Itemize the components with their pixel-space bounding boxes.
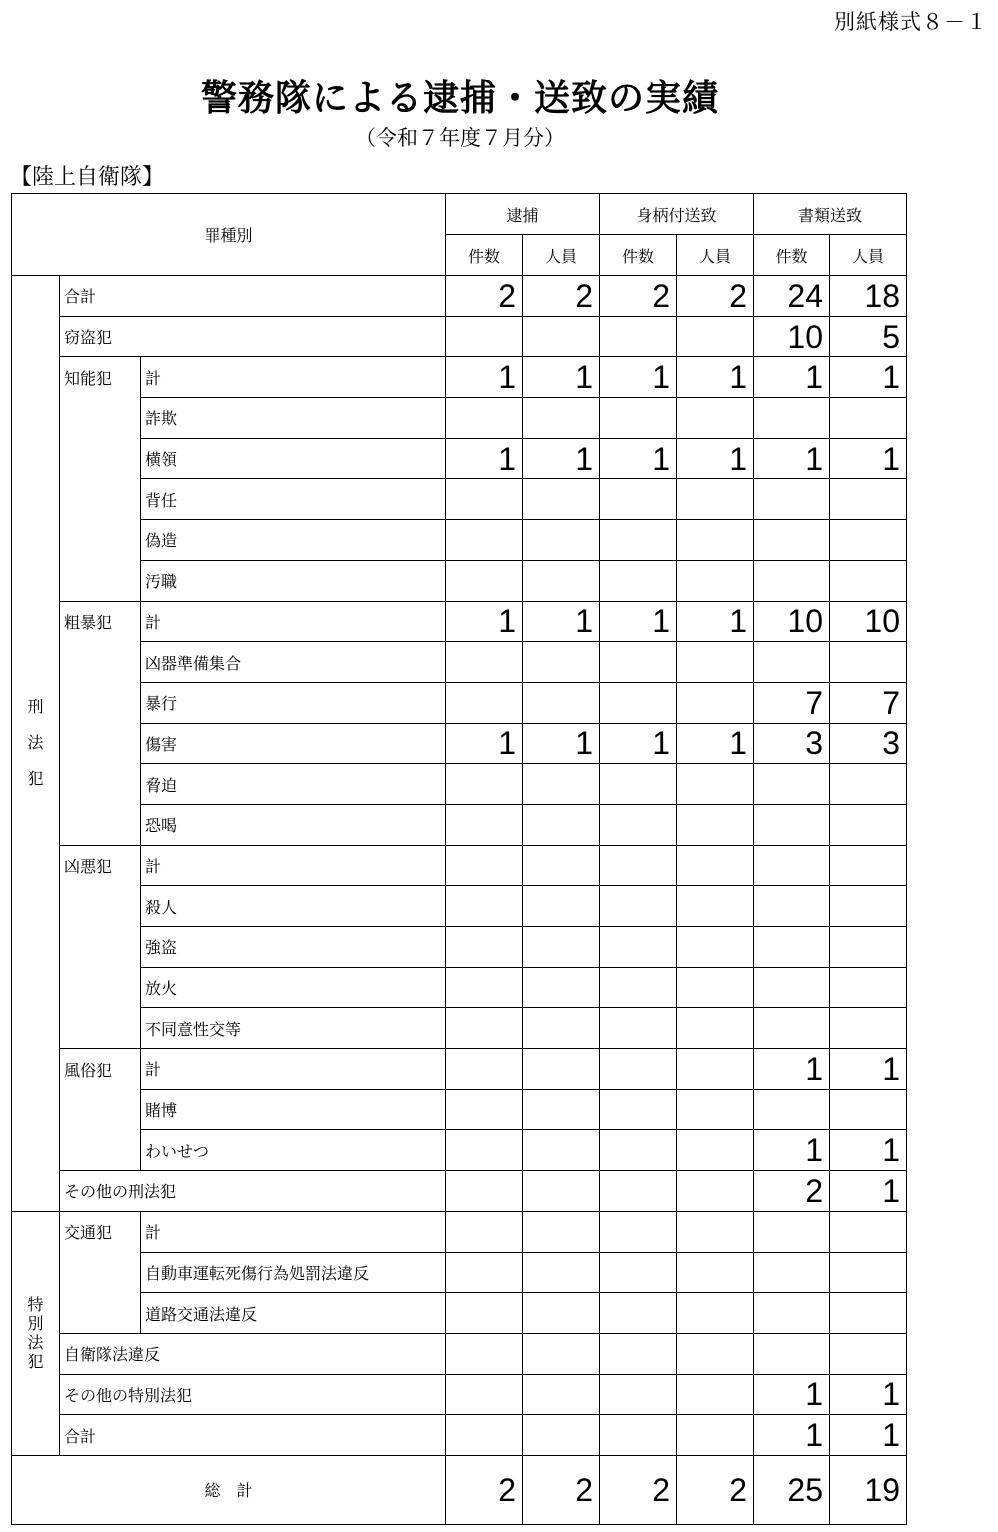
- row-subcategory-label: 計: [141, 845, 446, 886]
- row-subcategory-label: 計: [141, 601, 446, 642]
- grand-total-row: [12, 1455, 907, 1524]
- header-document-referral: 書類送致: [754, 194, 907, 235]
- unit-label: 【陸上自衛隊】: [10, 165, 165, 190]
- value-cell: 18: [830, 276, 907, 317]
- value-cell: [677, 1171, 754, 1212]
- value-cell: 1: [754, 357, 830, 398]
- value-cell: [600, 845, 677, 886]
- value-cell: 1: [754, 1374, 830, 1415]
- row-subcategory-label: わいせつ: [141, 1130, 446, 1171]
- value-cell: [830, 479, 907, 520]
- value-cell: [754, 804, 830, 845]
- table-row: [12, 1415, 907, 1456]
- row-category-label: [60, 520, 141, 561]
- side-label-char: 法: [27, 733, 44, 753]
- value-cell: [754, 560, 830, 601]
- header-cases: 件数: [446, 235, 523, 276]
- value-cell: [600, 764, 677, 805]
- value-cell: [830, 1008, 907, 1049]
- value-cell: [600, 642, 677, 683]
- side-label-penal-code: [12, 276, 60, 1212]
- value-cell: 1: [830, 1049, 907, 1090]
- header-cases: 件数: [600, 235, 677, 276]
- value-cell: 2: [754, 1171, 830, 1212]
- value-cell: 1: [830, 1130, 907, 1171]
- table-row: [12, 927, 907, 968]
- value-cell: [677, 520, 754, 561]
- value-cell: [523, 1171, 600, 1212]
- value-cell: [677, 1049, 754, 1090]
- value-cell: [446, 398, 523, 439]
- row-subcategory-label: 背任: [141, 479, 446, 520]
- value-cell: [523, 1415, 600, 1456]
- grand-total-value: 2: [523, 1455, 600, 1524]
- value-cell: 1: [830, 1171, 907, 1212]
- value-cell: [600, 1374, 677, 1415]
- value-cell: [754, 886, 830, 927]
- value-cell: 1: [830, 1415, 907, 1456]
- page-subtitle: （令和７年度７月分）: [355, 126, 565, 150]
- value-cell: [446, 886, 523, 927]
- table-row: [12, 398, 907, 439]
- value-cell: [446, 804, 523, 845]
- value-cell: 1: [600, 357, 677, 398]
- value-cell: [754, 764, 830, 805]
- header-cases: 件数: [754, 235, 830, 276]
- table-row: [12, 1049, 907, 1090]
- table-row: [12, 886, 907, 927]
- row-label: 窃盗犯: [60, 316, 446, 357]
- value-cell: [677, 642, 754, 683]
- value-cell: [600, 1089, 677, 1130]
- side-label-char: 刑: [27, 697, 44, 717]
- grand-total-value: 2: [600, 1455, 677, 1524]
- value-cell: [830, 845, 907, 886]
- row-subcategory-label: 不同意性交等: [141, 1008, 446, 1049]
- value-cell: [677, 1211, 754, 1252]
- value-cell: 7: [754, 682, 830, 723]
- side-label-penal-text: [12, 689, 59, 797]
- value-cell: 2: [523, 276, 600, 317]
- value-cell: [600, 316, 677, 357]
- row-subcategory-label: 道路交通法違反: [141, 1293, 446, 1334]
- value-cell: [446, 1252, 523, 1293]
- row-category-label: 交通犯: [60, 1211, 141, 1252]
- value-cell: [677, 560, 754, 601]
- value-cell: [830, 398, 907, 439]
- table-row: [12, 1171, 907, 1212]
- table-row: [12, 1252, 907, 1293]
- row-category-label: [60, 682, 141, 723]
- value-cell: [523, 967, 600, 1008]
- value-cell: [446, 520, 523, 561]
- value-cell: [523, 1211, 600, 1252]
- value-cell: [754, 1008, 830, 1049]
- value-cell: [523, 1374, 600, 1415]
- value-cell: [600, 479, 677, 520]
- row-category-label: [60, 479, 141, 520]
- table-row: [12, 316, 907, 357]
- grand-total-label: 総 計: [12, 1455, 446, 1524]
- value-cell: [830, 804, 907, 845]
- value-cell: [523, 804, 600, 845]
- value-cell: [754, 1252, 830, 1293]
- row-subcategory-label: 恐喝: [141, 804, 446, 845]
- value-cell: 1: [446, 723, 523, 764]
- value-cell: [830, 1211, 907, 1252]
- row-category-label: [60, 438, 141, 479]
- row-subcategory-label: 殺人: [141, 886, 446, 927]
- row-category-label: [60, 560, 141, 601]
- value-cell: [754, 1333, 830, 1374]
- value-cell: [446, 967, 523, 1008]
- value-cell: 10: [754, 601, 830, 642]
- value-cell: [523, 398, 600, 439]
- value-cell: [600, 1130, 677, 1171]
- value-cell: 1: [677, 357, 754, 398]
- row-subcategory-label: 賭博: [141, 1089, 446, 1130]
- value-cell: [446, 845, 523, 886]
- row-category-label: [60, 1293, 141, 1334]
- value-cell: [446, 560, 523, 601]
- grand-total-value: 2: [446, 1455, 523, 1524]
- value-cell: [523, 1333, 600, 1374]
- table-row: [12, 479, 907, 520]
- row-category-label: [60, 1252, 141, 1293]
- value-cell: [523, 642, 600, 683]
- value-cell: [754, 642, 830, 683]
- value-cell: 1: [677, 601, 754, 642]
- value-cell: 10: [754, 316, 830, 357]
- table-row: [12, 601, 907, 642]
- value-cell: [754, 967, 830, 1008]
- value-cell: [446, 1333, 523, 1374]
- table-row: [12, 804, 907, 845]
- value-cell: 1: [600, 438, 677, 479]
- value-cell: [754, 398, 830, 439]
- value-cell: [523, 1049, 600, 1090]
- value-cell: [830, 764, 907, 805]
- row-category-label: 粗暴犯: [60, 601, 141, 642]
- value-cell: 1: [830, 438, 907, 479]
- value-cell: 5: [830, 316, 907, 357]
- value-cell: [677, 398, 754, 439]
- value-cell: [830, 642, 907, 683]
- value-cell: [830, 1293, 907, 1334]
- value-cell: [600, 1293, 677, 1334]
- value-cell: [446, 1008, 523, 1049]
- table-row: [12, 682, 907, 723]
- value-cell: [754, 479, 830, 520]
- value-cell: [754, 845, 830, 886]
- table-row: [12, 967, 907, 1008]
- row-subcategory-label: 暴行: [141, 682, 446, 723]
- value-cell: [523, 1130, 600, 1171]
- value-cell: [600, 1049, 677, 1090]
- grand-total-value: 2: [677, 1455, 754, 1524]
- value-cell: 1: [523, 357, 600, 398]
- value-cell: 24: [754, 276, 830, 317]
- value-cell: [523, 1293, 600, 1334]
- row-category-label: [60, 927, 141, 968]
- value-cell: [446, 1211, 523, 1252]
- side-label-special-text: [12, 1295, 59, 1371]
- value-cell: [523, 886, 600, 927]
- value-cell: [600, 886, 677, 927]
- value-cell: [523, 764, 600, 805]
- value-cell: 1: [523, 601, 600, 642]
- value-cell: [446, 1089, 523, 1130]
- side-label-special-law: [12, 1211, 60, 1455]
- table-row: [12, 845, 907, 886]
- value-cell: [677, 1374, 754, 1415]
- row-category-label: [60, 642, 141, 683]
- value-cell: 1: [446, 438, 523, 479]
- value-cell: [600, 1333, 677, 1374]
- value-cell: 1: [754, 1049, 830, 1090]
- side-label-char: 犯: [27, 769, 44, 789]
- value-cell: [600, 560, 677, 601]
- row-category-label: [60, 723, 141, 764]
- value-cell: [600, 1171, 677, 1212]
- row-category-label: [60, 967, 141, 1008]
- value-cell: [600, 804, 677, 845]
- row-category-label: [60, 886, 141, 927]
- row-category-label: [60, 1130, 141, 1171]
- table-row: [12, 1008, 907, 1049]
- value-cell: 1: [600, 601, 677, 642]
- row-subcategory-label: 脅迫: [141, 764, 446, 805]
- header-persons: 人員: [830, 235, 907, 276]
- row-subcategory-label: 計: [141, 1211, 446, 1252]
- header-persons: 人員: [677, 235, 754, 276]
- value-cell: [677, 479, 754, 520]
- value-cell: 3: [754, 723, 830, 764]
- table-row: [12, 723, 907, 764]
- value-cell: [830, 1252, 907, 1293]
- value-cell: [830, 560, 907, 601]
- value-cell: [523, 845, 600, 886]
- value-cell: [446, 764, 523, 805]
- row-category-label: [60, 1089, 141, 1130]
- side-label-char: 法: [27, 1333, 44, 1353]
- value-cell: [677, 967, 754, 1008]
- side-label-char: 特: [27, 1295, 44, 1315]
- value-cell: [600, 927, 677, 968]
- value-cell: [523, 927, 600, 968]
- value-cell: [446, 1130, 523, 1171]
- value-cell: 2: [446, 276, 523, 317]
- row-subcategory-label: 凶器準備集合: [141, 642, 446, 683]
- value-cell: [446, 682, 523, 723]
- row-subcategory-label: 横領: [141, 438, 446, 479]
- row-label: その他の刑法犯: [60, 1171, 446, 1212]
- value-cell: [754, 927, 830, 968]
- row-category-label: 知能犯: [60, 357, 141, 398]
- value-cell: [600, 1211, 677, 1252]
- row-subcategory-label: 計: [141, 357, 446, 398]
- value-cell: [600, 1008, 677, 1049]
- value-cell: 7: [830, 682, 907, 723]
- value-cell: [830, 1089, 907, 1130]
- row-category-label: [60, 804, 141, 845]
- row-subcategory-label: 自動車運転死傷行為処罰法違反: [141, 1252, 446, 1293]
- header-arrest: 逮捕: [446, 194, 600, 235]
- row-subcategory-label: 汚職: [141, 560, 446, 601]
- value-cell: [677, 1415, 754, 1456]
- table-row: [12, 1333, 907, 1374]
- row-label: 自衛隊法違反: [60, 1333, 446, 1374]
- value-cell: 1: [677, 438, 754, 479]
- value-cell: [830, 967, 907, 1008]
- value-cell: [754, 1293, 830, 1334]
- value-cell: [523, 1252, 600, 1293]
- table-row: [12, 438, 907, 479]
- value-cell: [830, 1333, 907, 1374]
- row-category-label: 風俗犯: [60, 1049, 141, 1090]
- value-cell: [677, 804, 754, 845]
- value-cell: [600, 520, 677, 561]
- value-cell: [830, 520, 907, 561]
- value-cell: [677, 764, 754, 805]
- row-category-label: 凶悪犯: [60, 845, 141, 886]
- value-cell: [446, 1171, 523, 1212]
- row-subcategory-label: 傷害: [141, 723, 446, 764]
- side-label-char: 別: [27, 1314, 44, 1334]
- value-cell: 1: [523, 723, 600, 764]
- value-cell: [677, 1293, 754, 1334]
- value-cell: [600, 682, 677, 723]
- side-label-char: 犯: [27, 1352, 44, 1372]
- value-cell: [677, 1008, 754, 1049]
- row-category-label: [60, 1008, 141, 1049]
- value-cell: [523, 1089, 600, 1130]
- table-row: [12, 560, 907, 601]
- table-row: [12, 520, 907, 561]
- value-cell: [523, 560, 600, 601]
- value-cell: [754, 1211, 830, 1252]
- value-cell: [446, 1293, 523, 1334]
- value-cell: 1: [830, 357, 907, 398]
- row-label: その他の特別法犯: [60, 1374, 446, 1415]
- value-cell: 1: [677, 723, 754, 764]
- grand-total-value: 25: [754, 1455, 830, 1524]
- value-cell: 1: [523, 438, 600, 479]
- value-cell: 1: [600, 723, 677, 764]
- value-cell: [677, 316, 754, 357]
- value-cell: [523, 682, 600, 723]
- value-cell: [677, 1333, 754, 1374]
- value-cell: [446, 642, 523, 683]
- form-code: 別紙様式８－１: [834, 10, 988, 34]
- value-cell: 10: [830, 601, 907, 642]
- value-cell: [600, 1415, 677, 1456]
- table-row: [12, 764, 907, 805]
- value-cell: [523, 520, 600, 561]
- value-cell: 3: [830, 723, 907, 764]
- value-cell: [446, 316, 523, 357]
- value-cell: [830, 886, 907, 927]
- header-persons: 人員: [523, 235, 600, 276]
- value-cell: [523, 479, 600, 520]
- value-cell: [446, 927, 523, 968]
- table-row: [12, 1089, 907, 1130]
- grand-total-value: 19: [830, 1455, 907, 1524]
- value-cell: [677, 1252, 754, 1293]
- table-row: [12, 357, 907, 398]
- value-cell: [677, 1130, 754, 1171]
- value-cell: [600, 398, 677, 439]
- value-cell: 1: [830, 1374, 907, 1415]
- value-cell: 1: [446, 601, 523, 642]
- value-cell: [677, 1089, 754, 1130]
- row-subcategory-label: 強盗: [141, 927, 446, 968]
- value-cell: [754, 1089, 830, 1130]
- value-cell: [446, 1415, 523, 1456]
- value-cell: [830, 927, 907, 968]
- page-title: 警務隊による逮捕・送致の実績: [200, 78, 719, 119]
- value-cell: 1: [754, 438, 830, 479]
- value-cell: [754, 520, 830, 561]
- table-row: [12, 642, 907, 683]
- row-subcategory-label: 放火: [141, 967, 446, 1008]
- row-subcategory-label: 偽造: [141, 520, 446, 561]
- value-cell: 2: [677, 276, 754, 317]
- row-label: 合計: [60, 1415, 446, 1456]
- value-cell: [446, 479, 523, 520]
- table-row: [12, 1374, 907, 1415]
- value-cell: [600, 1252, 677, 1293]
- value-cell: 1: [754, 1415, 830, 1456]
- header-custody-referral: 身柄付送致: [600, 194, 754, 235]
- table-row: [12, 276, 907, 317]
- row-subcategory-label: 計: [141, 1049, 446, 1090]
- table-row: [12, 1130, 907, 1171]
- table-row: [12, 1293, 907, 1334]
- value-cell: [677, 886, 754, 927]
- header-category: 罪種別: [12, 194, 446, 276]
- value-cell: 1: [446, 357, 523, 398]
- value-cell: [677, 845, 754, 886]
- value-cell: [446, 1049, 523, 1090]
- value-cell: [523, 316, 600, 357]
- value-cell: 1: [754, 1130, 830, 1171]
- value-cell: 2: [600, 276, 677, 317]
- value-cell: [677, 682, 754, 723]
- value-cell: [523, 1008, 600, 1049]
- value-cell: [446, 1374, 523, 1415]
- statistics-table: [11, 193, 907, 1525]
- row-category-label: [60, 764, 141, 805]
- row-label: 合計: [60, 276, 446, 317]
- row-category-label: [60, 398, 141, 439]
- table-row: [12, 1211, 907, 1252]
- value-cell: [600, 967, 677, 1008]
- value-cell: [677, 927, 754, 968]
- row-subcategory-label: 詐欺: [141, 398, 446, 439]
